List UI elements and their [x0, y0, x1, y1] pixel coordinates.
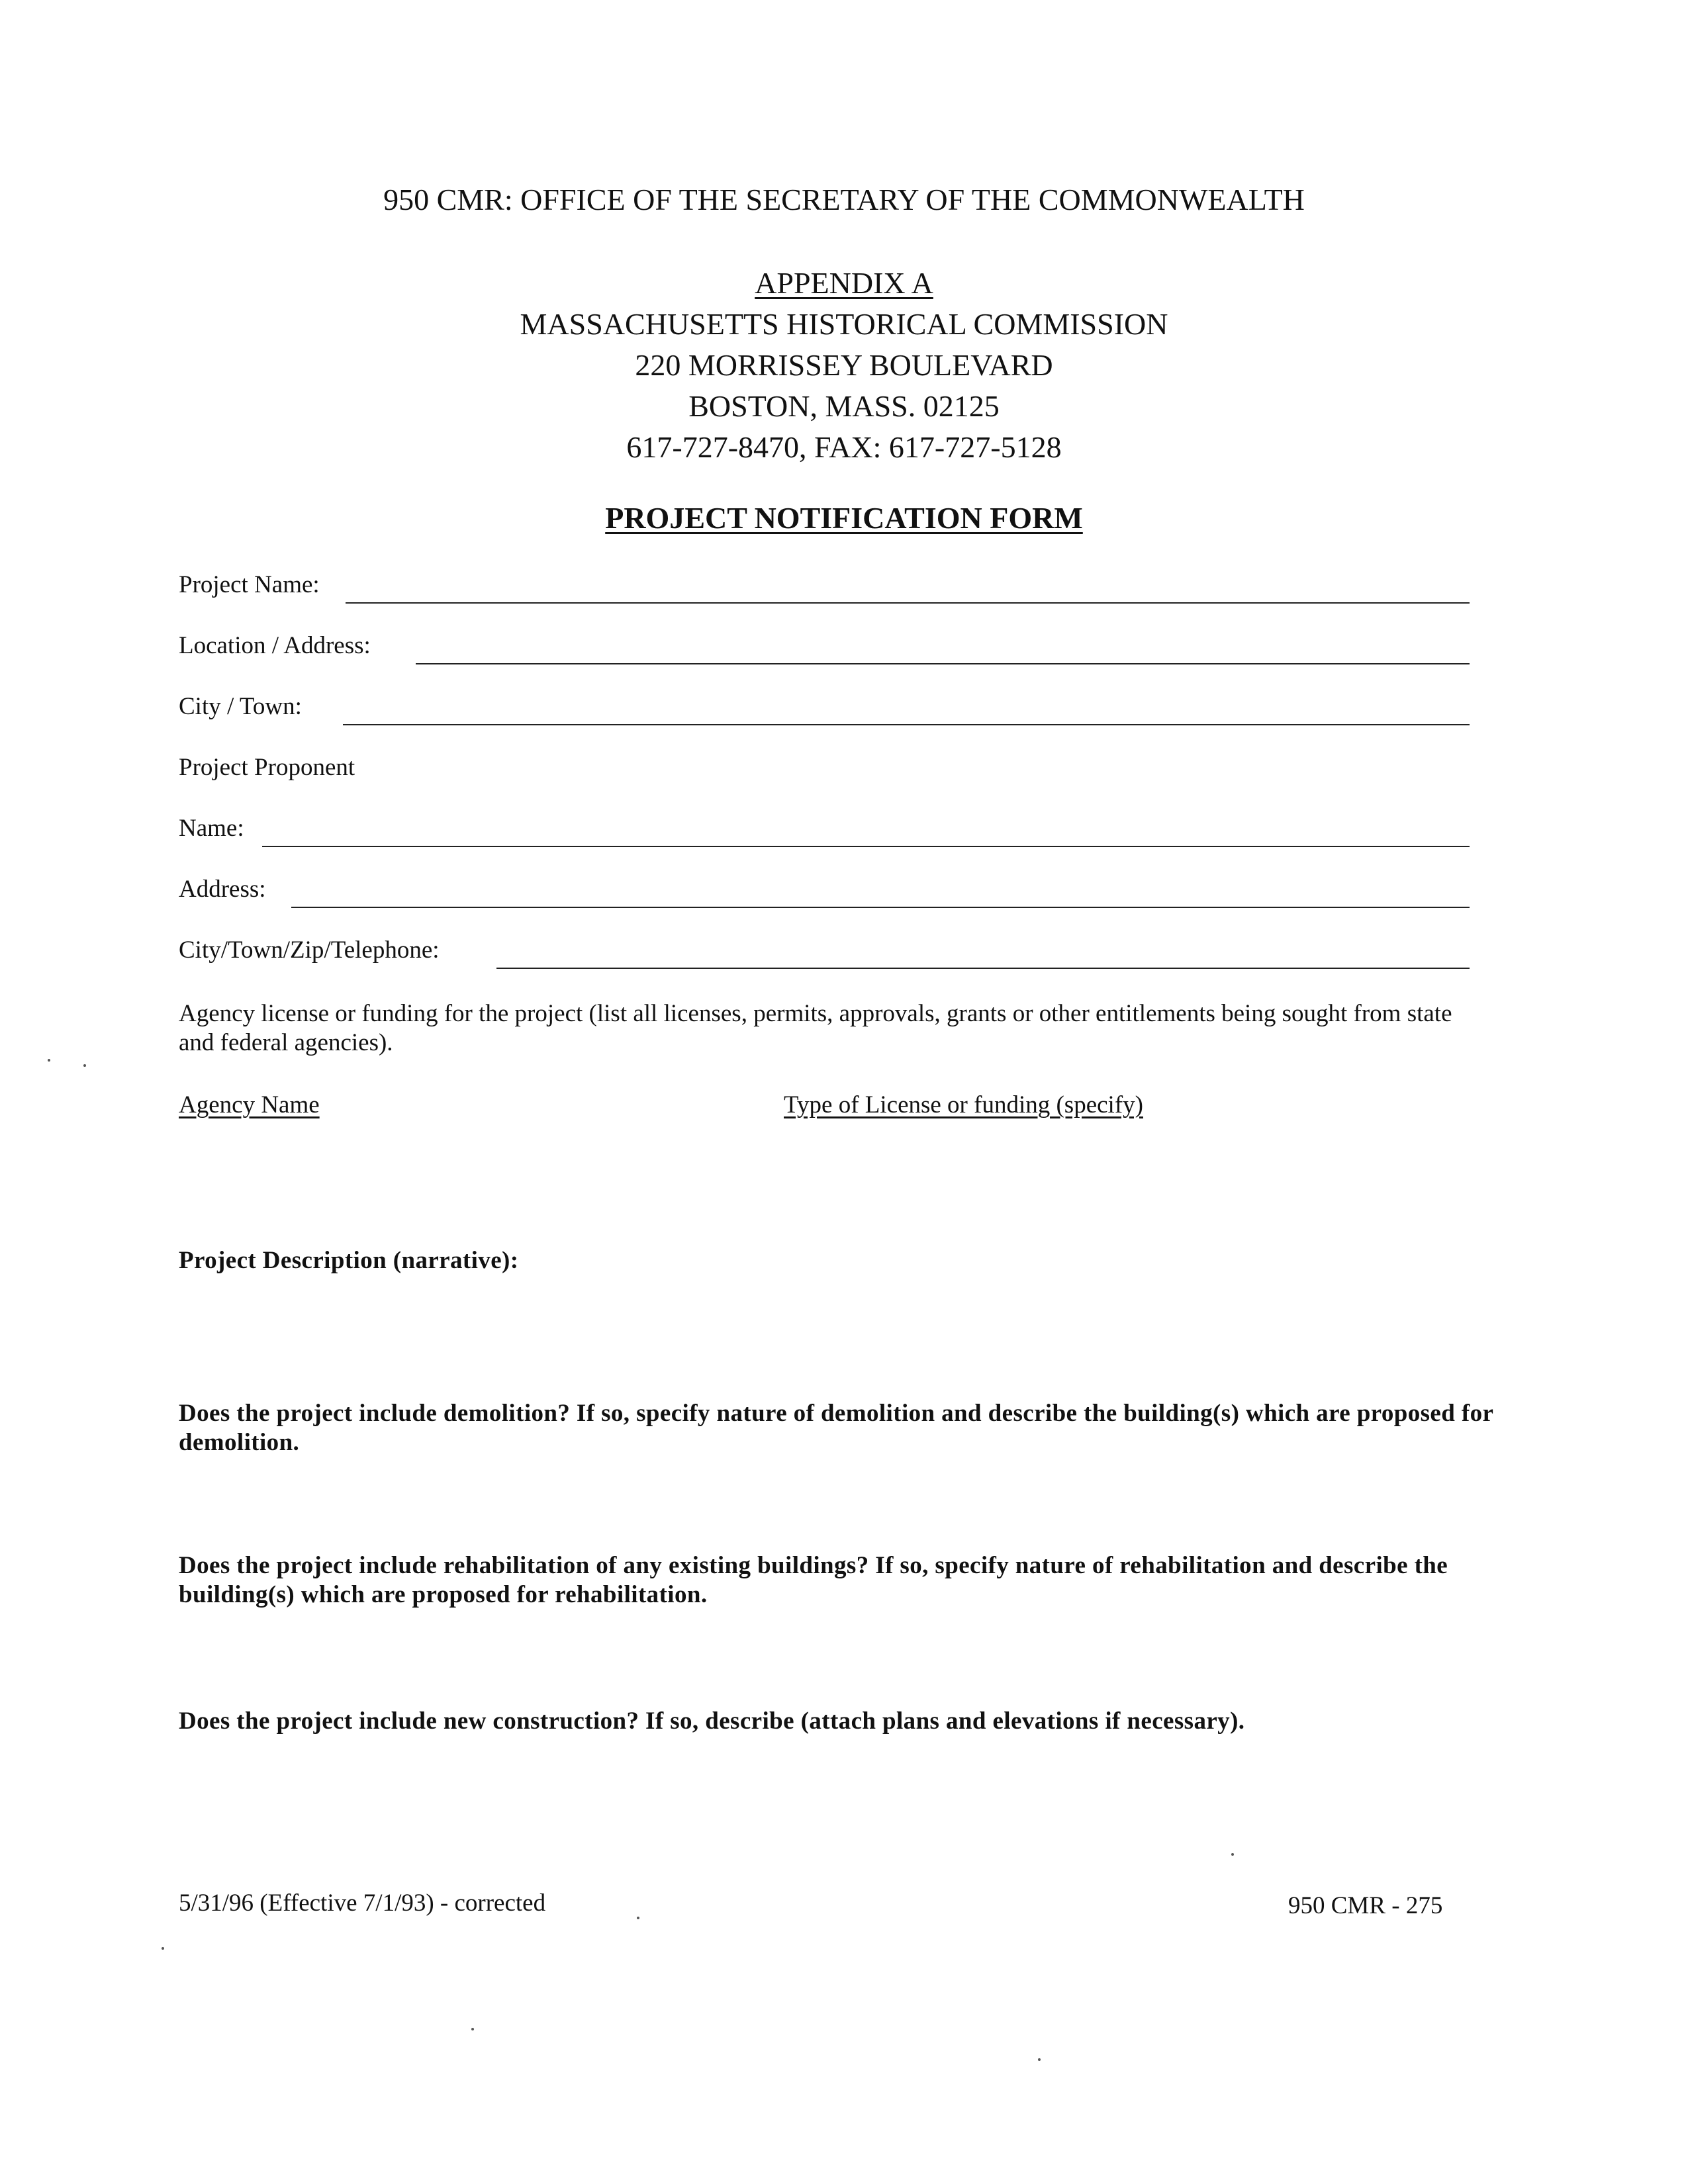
project-description-heading: Project Description (narrative):	[179, 1247, 519, 1274]
commission-street: 220 MORRISSEY BOULEVARD	[635, 348, 1053, 382]
scan-speck	[637, 1917, 639, 1919]
license-type-column: Type of License or funding (specify)	[784, 1091, 1143, 1118]
footer-date: 5/31/96 (Effective 7/1/93) - corrected	[179, 1889, 546, 1917]
footer-page-number: 950 CMR - 275	[1288, 1892, 1443, 1919]
project-name-label: Project Name:	[179, 571, 320, 598]
scan-speck	[48, 1059, 50, 1062]
agency-instructions: Agency license or funding for the project (list all licenses, permits, approvals, grants or other entitlements being sought from state and federal agencies).	[179, 1000, 1452, 1056]
form-title	[0, 500, 1688, 535]
proponent-heading: Project Proponent	[179, 754, 355, 781]
proponent-address-field[interactable]	[291, 907, 1470, 908]
proponent-contact-field[interactable]	[496, 968, 1470, 969]
location-label: Location / Address:	[179, 632, 371, 659]
proponent-address-label: Address:	[179, 876, 266, 903]
new-construction-question: Does the project include new construction? If so, describe (attach plans and elevations if necessary).	[179, 1707, 1245, 1735]
agency-name-column: Agency Name	[179, 1091, 320, 1118]
proponent-name-label: Name:	[179, 815, 244, 842]
rehabilitation-question: Does the project include rehabilitation of any existing buildings? If so, specify nature of rehabilitation and describe the building(s) which are proposed for rehabilitation.	[179, 1552, 1448, 1608]
scan-speck	[1038, 2058, 1041, 2061]
demolition-question: Does the project include demolition? If so, specify nature of demolition and describe the building(s) which are proposed for demolition.	[179, 1400, 1493, 1456]
scan-speck	[83, 1064, 86, 1067]
project-name-field[interactable]	[346, 602, 1470, 604]
proponent-contact-label: City/Town/Zip/Telephone:	[179, 936, 440, 964]
commission-name: MASSACHUSETTS HISTORICAL COMMISSION	[520, 307, 1168, 341]
location-field[interactable]	[416, 663, 1470, 664]
appendix-label: APPENDIX A	[755, 266, 933, 300]
city-town-label: City / Town:	[179, 693, 302, 720]
commission-city: BOSTON, MASS. 02125	[688, 389, 1000, 423]
scan-speck	[471, 2028, 474, 2030]
regulation-heading: 950 CMR: OFFICE OF THE SECRETARY OF THE COMMONWEALTH	[383, 183, 1305, 216]
commission-phone: 617-727-8470, FAX: 617-727-5128	[626, 430, 1062, 464]
proponent-name-field[interactable]	[262, 846, 1470, 847]
appendix-heading	[0, 263, 1688, 303]
city-town-field[interactable]	[343, 724, 1470, 725]
scan-speck	[1231, 1853, 1234, 1856]
form-title-text: PROJECT NOTIFICATION FORM	[605, 501, 1083, 535]
scan-speck	[162, 1947, 164, 1950]
